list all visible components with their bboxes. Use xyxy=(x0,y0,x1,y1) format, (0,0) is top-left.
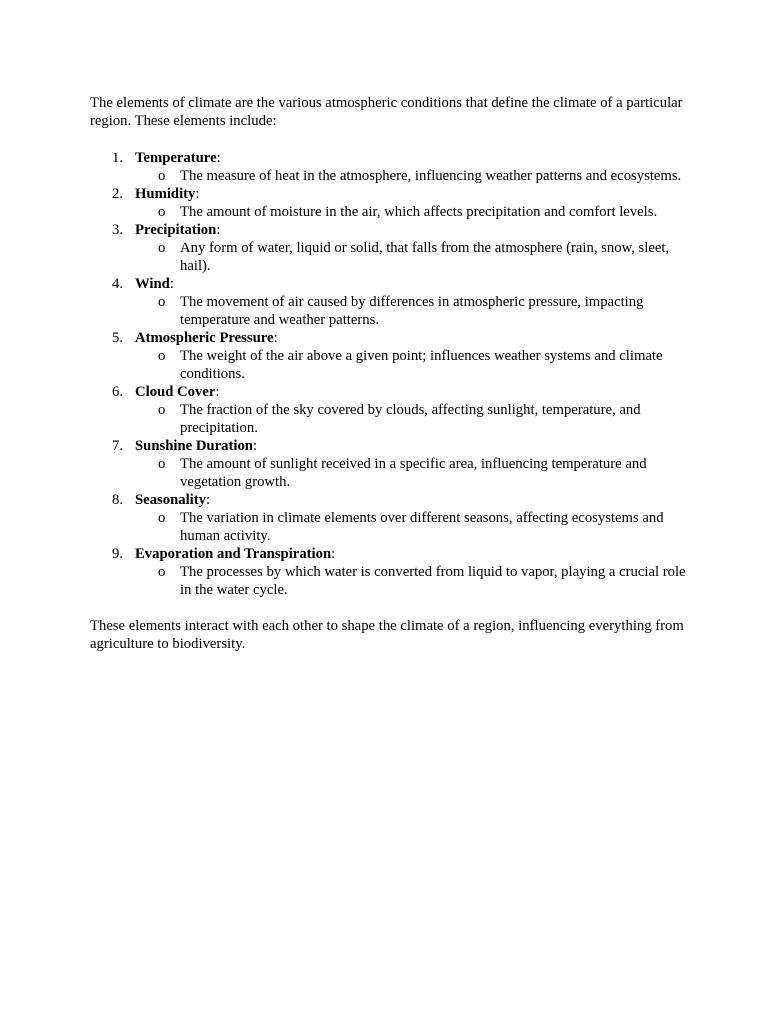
sub-list-item xyxy=(135,563,690,599)
item-description: The measure of heat in the atmosphere, influencing weather patterns and ecosystems. xyxy=(180,168,682,184)
item-term: Seasonality xyxy=(135,492,206,508)
hollow-bullet-icon: o xyxy=(158,204,166,220)
hollow-bullet-icon: o xyxy=(158,402,166,418)
item-number: 2. xyxy=(112,186,124,202)
hollow-bullet-icon: o xyxy=(158,456,166,472)
item-description: Any form of water, liquid or solid, that falls from the atmosphere (rain, snow, sleet, hail). xyxy=(180,240,670,274)
item-term: Atmospheric Pressure xyxy=(135,330,274,346)
item-term: Wind xyxy=(135,276,170,292)
item-number: 4. xyxy=(112,276,124,292)
item-number: 1. xyxy=(112,150,124,166)
item-term: Humidity xyxy=(135,186,196,202)
sub-list xyxy=(135,293,690,329)
sub-list-item xyxy=(135,167,690,185)
item-number: 9. xyxy=(112,546,124,562)
hollow-bullet-icon: o xyxy=(158,294,166,310)
item-term: Cloud Cover xyxy=(135,384,216,400)
item-number: 5. xyxy=(112,330,124,346)
item-term: Sunshine Duration xyxy=(135,438,253,454)
sub-list-item xyxy=(135,239,690,275)
hollow-bullet-icon: o xyxy=(158,564,166,580)
sub-list-item xyxy=(135,347,690,383)
item-number: 8. xyxy=(112,492,124,508)
sub-list xyxy=(135,347,690,383)
intro-paragraph: The elements of climate are the various atmospheric conditions that define the climate of a particular region. These elements include: xyxy=(90,95,683,129)
item-number: 7. xyxy=(112,438,124,454)
item-description: The weight of the air above a given point; influences weather systems and climate conditions. xyxy=(180,348,663,382)
sub-list xyxy=(135,167,690,185)
sub-list xyxy=(135,455,690,491)
sub-list-item xyxy=(135,455,690,491)
sub-list xyxy=(135,509,690,545)
closing-paragraph: These elements interact with each other to shape the climate of a region, influencing everything from agriculture to biodiversity. xyxy=(90,618,684,652)
list-item: 4. Wind: o The movement of air caused by differences in atmospheric pressure, impacting temperature and weather patterns. xyxy=(90,275,690,329)
item-description: The fraction of the sky covered by clouds, affecting sunlight, temperature, and precipitation. xyxy=(180,402,641,436)
sub-list xyxy=(135,239,690,275)
list-item: 6. Cloud Cover: o The fraction of the sky covered by clouds, affecting sunlight, temperature, and precipitation. xyxy=(90,383,690,437)
item-description: The processes by which water is converted from liquid to vapor, playing a crucial role in the water cycle. xyxy=(180,564,686,598)
item-description: The variation in climate elements over different seasons, affecting ecosystems and human activity. xyxy=(180,510,664,544)
item-description: The amount of moisture in the air, which affects precipitation and comfort levels. xyxy=(180,204,658,220)
item-description: The movement of air caused by differences in atmospheric pressure, impacting temperature and weather patterns. xyxy=(180,294,644,328)
item-term: Precipitation xyxy=(135,222,217,238)
document-page xyxy=(90,94,690,653)
item-number: 6. xyxy=(112,384,124,400)
item-number: 3. xyxy=(112,222,124,238)
list-item: 5. Atmospheric Pressure: o The weight of the air above a given point; influences weather systems and climate conditions. xyxy=(90,329,690,383)
list-item: 3. Precipitation: o Any form of water, liquid or solid, that falls from the atmosphere (rain, snow, sleet, hail). xyxy=(90,221,690,275)
list-item: 2. Humidity: o The amount of moisture in the air, which affects precipitation and comfort levels. xyxy=(90,185,690,221)
sub-list xyxy=(135,401,690,437)
sub-list-item xyxy=(135,401,690,437)
sub-list-item xyxy=(135,293,690,329)
sub-list xyxy=(135,203,690,221)
sub-list-item xyxy=(135,203,690,221)
list-item: 9. Evaporation and Transpiration: o The processes by which water is converted from liquid to vapor, playing a crucial role in the water cycle. xyxy=(90,545,690,599)
sub-list-item xyxy=(135,509,690,545)
item-description: The amount of sunlight received in a specific area, influencing temperature and vegetation growth. xyxy=(180,456,647,490)
list-item: 7. Sunshine Duration: o The amount of sunlight received in a specific area, influencing temperature and vegetation growth. xyxy=(90,437,690,491)
climate-elements-list xyxy=(90,149,690,599)
hollow-bullet-icon: o xyxy=(158,510,166,526)
sub-list xyxy=(135,563,690,599)
hollow-bullet-icon: o xyxy=(158,240,166,256)
list-item: 8. Seasonality: o The variation in climate elements over different seasons, affecting ecosystems and human activity. xyxy=(90,491,690,545)
hollow-bullet-icon: o xyxy=(158,348,166,364)
list-item: 1. Temperature: o The measure of heat in the atmosphere, influencing weather patterns and ecosystems. xyxy=(90,149,690,185)
item-term: Evaporation and Transpiration xyxy=(135,546,332,562)
item-term: Temperature xyxy=(135,150,217,166)
hollow-bullet-icon: o xyxy=(158,168,166,184)
